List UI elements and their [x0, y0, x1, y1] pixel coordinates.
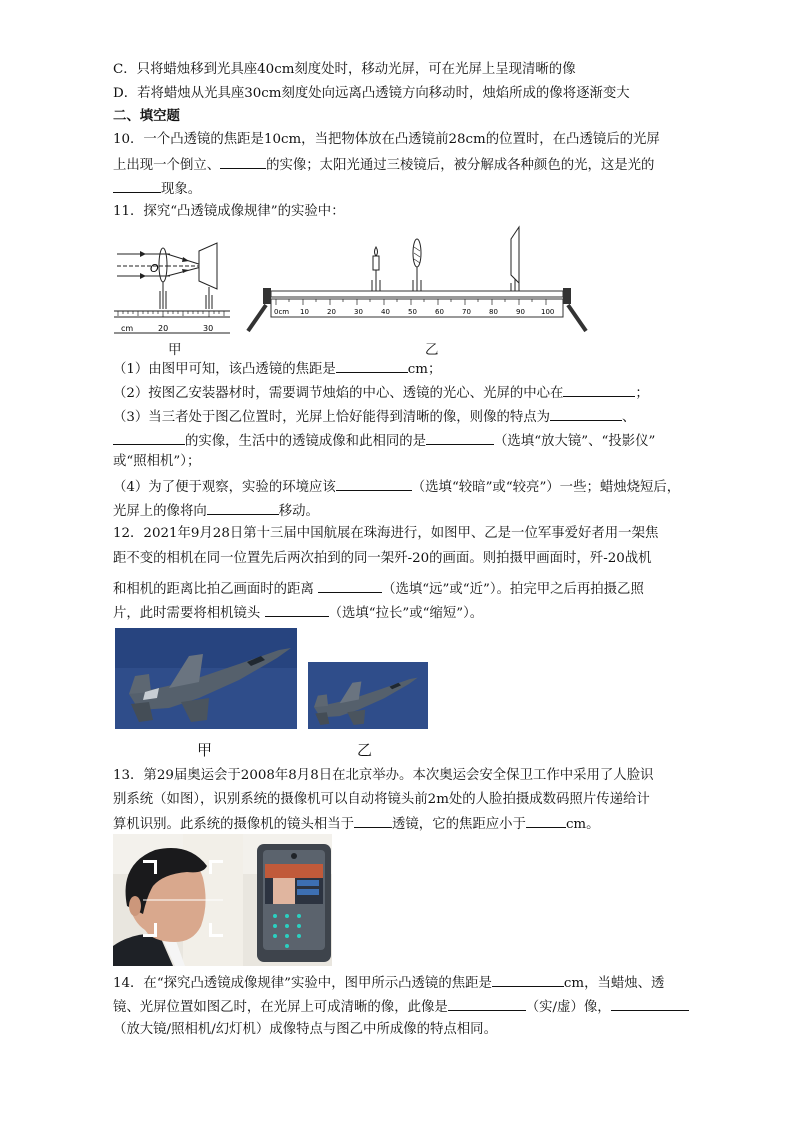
figure-yi-tick-0: 0cm — [274, 308, 290, 316]
q11-caption-yi: 乙 — [425, 342, 439, 358]
figure-jia-tick-30: 30 — [203, 324, 214, 333]
q11-text: ； — [635, 386, 649, 401]
q14-line-3: （放大镜/照相机/幻灯机）成像特点与图乙中所成像的特点相同。 — [113, 1022, 497, 1037]
q10-text: 的实像；太阳光通过三棱镜后，被分解成各种颜色的光，这是光的 — [266, 158, 655, 173]
q11-blank-2[interactable] — [563, 382, 635, 397]
figure-yi-tick-100: 100 — [541, 308, 555, 316]
q11-text: （选填“放大镜”、“投影仪” — [494, 434, 656, 449]
section-title: 二、填空题 — [113, 108, 180, 124]
q11-figure — [0, 225, 794, 355]
figure-jia-o-label: O — [150, 262, 159, 275]
q11-blank-5[interactable] — [426, 430, 494, 445]
q12-line-2: 距不变的相机在同一位置先后两次拍到的同一架歼-20的画面。则拍摄甲画面时，歼-20战机 — [113, 551, 652, 566]
q11-text: 移动。 — [278, 504, 319, 519]
q11-text: 光屏上的像将向 — [113, 504, 207, 519]
q12-line-4 — [113, 602, 483, 624]
figure-yi-tick-20: 20 — [327, 308, 336, 316]
q11-sub-3 — [113, 406, 635, 428]
q10-line-2 — [113, 154, 654, 176]
q13-line-2: 别系统（如图），识别系统的摄像机可以自动将镜头前2m处的人脸拍摄成数码照片传递给计 — [113, 792, 650, 807]
q12-text: （选填“拉长”或“缩短”）。 — [328, 606, 484, 621]
q11-text: （4）为了便于观察，实验的环境应该 — [113, 480, 336, 495]
figure-jia-lens-setup — [114, 243, 230, 333]
q14-blank-2[interactable] — [448, 996, 526, 1011]
option-c: C．只将蜡烛移到光具座40cm刻度处时，移动光屏，可在光屏上呈现清晰的像 — [113, 62, 576, 77]
q12-photo-jia — [115, 628, 297, 729]
q11-title: 11．探究“凸透镜成像规律”的实验中： — [113, 204, 345, 219]
q10-blank-1[interactable] — [220, 154, 266, 169]
q11-text: （3）当三者处于图乙位置时，光屏上恰好能得到清晰的像，则像的特点为 — [113, 410, 551, 425]
figure-yi-tick-50: 50 — [408, 308, 417, 316]
q14-text: 镜、光屏位置如图乙时，在光屏上可成清晰的像，此像是 — [113, 1000, 448, 1015]
q12-blank-2[interactable] — [265, 602, 329, 617]
q14-blank-1[interactable] — [492, 972, 564, 987]
figure-yi-tick-40: 40 — [381, 308, 390, 316]
q12-text: 和相机的距离比拍乙画面时的距离 — [113, 582, 319, 597]
figure-yi-tick-30: 30 — [354, 308, 363, 316]
q10-text: 现象。 — [161, 182, 202, 197]
q13-text: 透镜，它的焦距应小于 — [392, 817, 526, 832]
q11-blank-3[interactable] — [550, 406, 622, 421]
q11-text: （1）由图甲可知，该凸透镜的焦距是 — [113, 362, 336, 377]
q13-face-recognition-photo — [113, 834, 332, 966]
q12-caption-yi: 乙 — [357, 741, 373, 759]
q13-line-1: 13．第29届奥运会于2008年8月8日在北京举办。本次奥运会安全保卫工作中采用了人脸识 — [113, 768, 654, 783]
q14-text: cm，当蜡烛、透 — [563, 976, 665, 991]
figure-jia-tick-20: 20 — [158, 324, 169, 333]
q11-blank-4[interactable] — [113, 430, 185, 445]
q12-line-1: 12．2021年9月28日第十三届中国航展在珠海进行，如图甲、乙是一位军事爱好者用一架焦 — [113, 526, 659, 541]
q12-photo-yi — [308, 662, 428, 729]
terminal-device-icon — [257, 844, 331, 962]
q11-blank-1[interactable] — [336, 358, 408, 373]
q11-sub-3-cont — [113, 430, 655, 452]
q13-text: cm。 — [565, 817, 600, 832]
q12-blank-1[interactable] — [318, 578, 382, 593]
q11-sub-4-cont — [113, 500, 319, 522]
q12-text: （选填“远”或“近”）。拍完甲之后再拍摄乙照 — [382, 582, 644, 597]
q11-sub-3-end: 或“照相机”）； — [113, 454, 201, 469]
q12-caption-jia: 甲 — [197, 741, 213, 759]
q10-line-1: 10．一个凸透镜的焦距是10cm，当把物体放在凸透镜前28cm的位置时，在凸透镜后的光屏 — [113, 132, 660, 147]
figure-yi-tick-70: 70 — [462, 308, 471, 316]
q11-sub-2 — [113, 382, 649, 404]
q14-line-2 — [113, 996, 689, 1018]
q10-blank-2[interactable] — [113, 178, 161, 193]
q14-text: （实/虚）像， — [525, 1000, 611, 1015]
figure-yi-tick-60: 60 — [435, 308, 444, 316]
q12-line-3 — [113, 578, 644, 600]
q10-line-3 — [113, 178, 201, 200]
q14-line-1 — [113, 972, 664, 994]
q12-text: 片，此时需要将相机镜头 — [113, 606, 265, 621]
q11-caption-jia: 甲 — [168, 342, 182, 358]
q11-text: （2）按图乙安装器材时，需要调节烛焰的中心、透镜的光心、光屏的中心在 — [113, 386, 564, 401]
q11-blank-6[interactable] — [336, 476, 412, 491]
q14-blank-3[interactable] — [611, 996, 689, 1011]
q13-blank-1[interactable] — [354, 813, 392, 828]
figure-yi-tick-90: 90 — [516, 308, 525, 316]
q11-blank-7[interactable] — [207, 500, 279, 515]
option-d: D．若将蜡烛从光具座30cm刻度处向远离凸透镜方向移动时，烛焰所成的像将逐渐变大 — [113, 86, 630, 101]
q11-sub-4 — [113, 476, 680, 498]
figure-jia-unit: cm — [121, 324, 134, 333]
q14-text: 14．在“探究凸透镜成像规律”实验中，图甲所示凸透镜的焦距是 — [113, 976, 492, 991]
q13-blank-2[interactable] — [526, 813, 566, 828]
q10-text: 上出现一个倒立、 — [113, 158, 221, 173]
q11-text: 、 — [622, 410, 636, 425]
q13-line-3 — [113, 813, 600, 835]
figure-yi-tick-80: 80 — [489, 308, 498, 316]
q11-sub-1 — [113, 358, 441, 380]
figure-yi-optical-bench — [248, 227, 586, 331]
q11-text: cm； — [407, 362, 442, 377]
q11-text: （选填“较暗”或“较亮”）一些；蜡烛烧短后， — [411, 480, 681, 495]
q11-text: 的实像，生活中的透镜成像和此相同的是 — [185, 434, 427, 449]
figure-yi-tick-10: 10 — [300, 308, 309, 316]
q13-text: 算机识别。此系统的摄像机的镜头相当于 — [113, 817, 355, 832]
